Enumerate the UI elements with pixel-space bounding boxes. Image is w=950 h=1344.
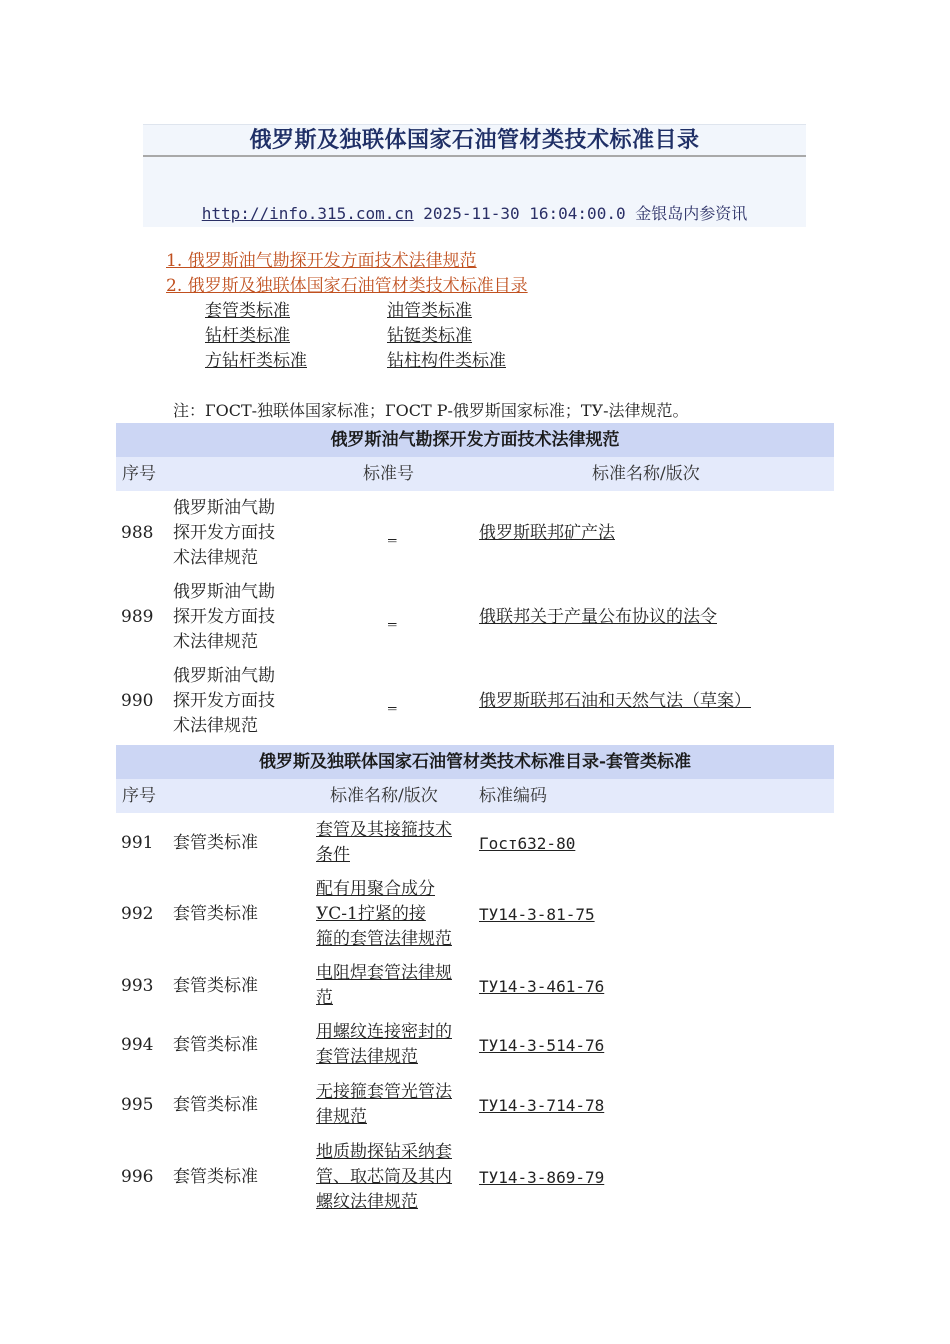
row-category: 套管类标准 <box>173 904 258 924</box>
std-code-link[interactable]: ТУ14-3-81-75 <box>479 905 595 924</box>
row-number: 994 <box>121 1035 154 1055</box>
col-header-std-no: 标准号 <box>363 464 414 484</box>
std-name-link[interactable]: 螺纹法律规范 <box>316 1192 418 1212</box>
col-header-std-name: 标准名称/版次 <box>592 464 700 484</box>
table-row <box>116 1020 834 1072</box>
std-title-link[interactable]: 俄罗斯联邦矿产法 <box>479 523 615 543</box>
row-category-line: 探开发方面技 <box>173 607 275 627</box>
row-number: 988 <box>121 523 154 543</box>
row-category: 套管类标准 <box>173 833 258 853</box>
toc-sub-casing[interactable]: 套管类标准 <box>205 301 290 321</box>
abbreviation-note: 注：ГОСТ-独联体国家标准；ГОСТ Р-俄罗斯国家标准；ТУ-法律规范。 <box>173 401 689 420</box>
title-divider <box>143 155 806 157</box>
row-category-line: 探开发方面技 <box>173 691 275 711</box>
row-category: 套管类标准 <box>173 976 258 996</box>
table-row <box>116 1140 834 1217</box>
std-number-link[interactable]: _ <box>388 523 397 543</box>
row-number: 991 <box>121 833 154 853</box>
std-number-link[interactable]: _ <box>388 691 397 711</box>
row-number: 996 <box>121 1167 154 1187</box>
std-code-link[interactable]: Гост632-80 <box>479 834 576 853</box>
std-title-link[interactable]: 俄罗斯联邦石油和天然气法（草案） <box>479 691 751 711</box>
toc-sub-kelly[interactable]: 方钻杆类标准 <box>205 351 307 371</box>
table-row <box>116 818 834 870</box>
table-row <box>116 664 834 744</box>
row-category: 套管类标准 <box>173 1095 258 1115</box>
source-name: 金银岛内参资讯 <box>635 204 748 223</box>
toc-item-pipe-standards[interactable]: 2. 俄罗斯及独联体国家石油管材类技术标准目录 <box>166 276 528 296</box>
table1-header-row <box>116 457 834 491</box>
std-name-link[interactable]: 条件 <box>316 845 350 865</box>
col-header-number: 序号 <box>122 786 156 806</box>
std-name-link[interactable]: 管、取芯筒及其内 <box>316 1167 452 1187</box>
std-code-link[interactable]: ТУ14-3-869-79 <box>479 1168 605 1187</box>
toc-sub-tubing[interactable]: 油管类标准 <box>387 301 472 321</box>
toc-subitems-right <box>387 299 506 374</box>
std-name-link[interactable]: 用螺纹连接密封的 <box>316 1022 452 1042</box>
table-row <box>116 1080 834 1132</box>
std-code-link[interactable]: ТУ14-3-461-76 <box>479 977 605 996</box>
std-code-link[interactable]: ТУ14-3-514-76 <box>479 1036 605 1055</box>
row-category-line: 俄罗斯油气勘 <box>173 498 275 518</box>
row-category-line: 术法律规范 <box>173 548 258 568</box>
table-row <box>116 961 834 1013</box>
row-category-line: 术法律规范 <box>173 716 258 736</box>
col-header-number: 序号 <box>122 464 156 484</box>
article-meta <box>143 201 806 224</box>
std-number-link[interactable]: _ <box>388 607 397 627</box>
row-number: 993 <box>121 976 154 996</box>
std-name-link[interactable]: 律规范 <box>316 1107 367 1127</box>
row-category: 套管类标准 <box>173 1035 258 1055</box>
std-title-link[interactable]: 俄联邦关于产量公布协议的法令 <box>479 607 717 627</box>
toc-sub-drill-collar[interactable]: 钻铤类标准 <box>387 326 472 346</box>
table-row <box>116 580 834 660</box>
row-category: 套管类标准 <box>173 1167 258 1187</box>
toc-sub-drill-string[interactable]: 钻柱构件类标准 <box>387 351 506 371</box>
table-of-contents <box>166 249 846 299</box>
row-category-line: 俄罗斯油气勘 <box>173 666 275 686</box>
source-url-link[interactable]: http://info.315.com.cn <box>201 204 414 223</box>
std-name-link[interactable]: УС-1拧紧的接 <box>316 904 426 924</box>
publish-datetime: 2025-11-30 16:04:00.0 <box>423 204 626 223</box>
table-row <box>116 877 834 954</box>
std-name-link[interactable]: 套管及其接箍技术 <box>316 820 452 840</box>
std-code-link[interactable]: ТУ14-3-714-78 <box>479 1096 605 1115</box>
row-number: 995 <box>121 1095 154 1115</box>
std-name-link[interactable]: 套管法律规范 <box>316 1047 418 1067</box>
col-header-std-name: 标准名称/版次 <box>330 786 438 806</box>
std-name-link[interactable]: 范 <box>316 988 333 1008</box>
toc-item-legal-norms[interactable]: 1. 俄罗斯油气勘探开发方面技术法律规范 <box>166 251 477 271</box>
std-name-link[interactable]: 配有用聚合成分 <box>316 879 435 899</box>
col-header-std-code: 标准编码 <box>479 786 547 806</box>
row-number: 990 <box>121 691 154 711</box>
table2-header-row <box>116 779 834 813</box>
std-name-link[interactable]: 箍的套管法律规范 <box>316 929 452 949</box>
std-name-link[interactable]: 地质勘探钻采纳套 <box>316 1142 452 1162</box>
table1-title: 俄罗斯油气勘探开发方面技术法律规范 <box>116 423 834 457</box>
row-number: 989 <box>121 607 154 627</box>
row-category-line: 术法律规范 <box>173 632 258 652</box>
std-name-link[interactable]: 电阻焊套管法律规 <box>316 963 452 983</box>
row-category-line: 探开发方面技 <box>173 523 275 543</box>
toc-sub-drill-pipe[interactable]: 钻杆类标准 <box>205 326 290 346</box>
page-title: 俄罗斯及独联体国家石油管材类技术标准目录 <box>249 127 700 153</box>
toc-subitems-left <box>205 299 307 374</box>
article-header <box>143 124 806 227</box>
row-number: 992 <box>121 904 154 924</box>
std-name-link[interactable]: 无接箍套管光管法 <box>316 1082 452 1102</box>
table-row <box>116 496 834 576</box>
table2-title: 俄罗斯及独联体国家石油管材类技术标准目录-套管类标准 <box>116 745 834 779</box>
row-category-line: 俄罗斯油气勘 <box>173 582 275 602</box>
